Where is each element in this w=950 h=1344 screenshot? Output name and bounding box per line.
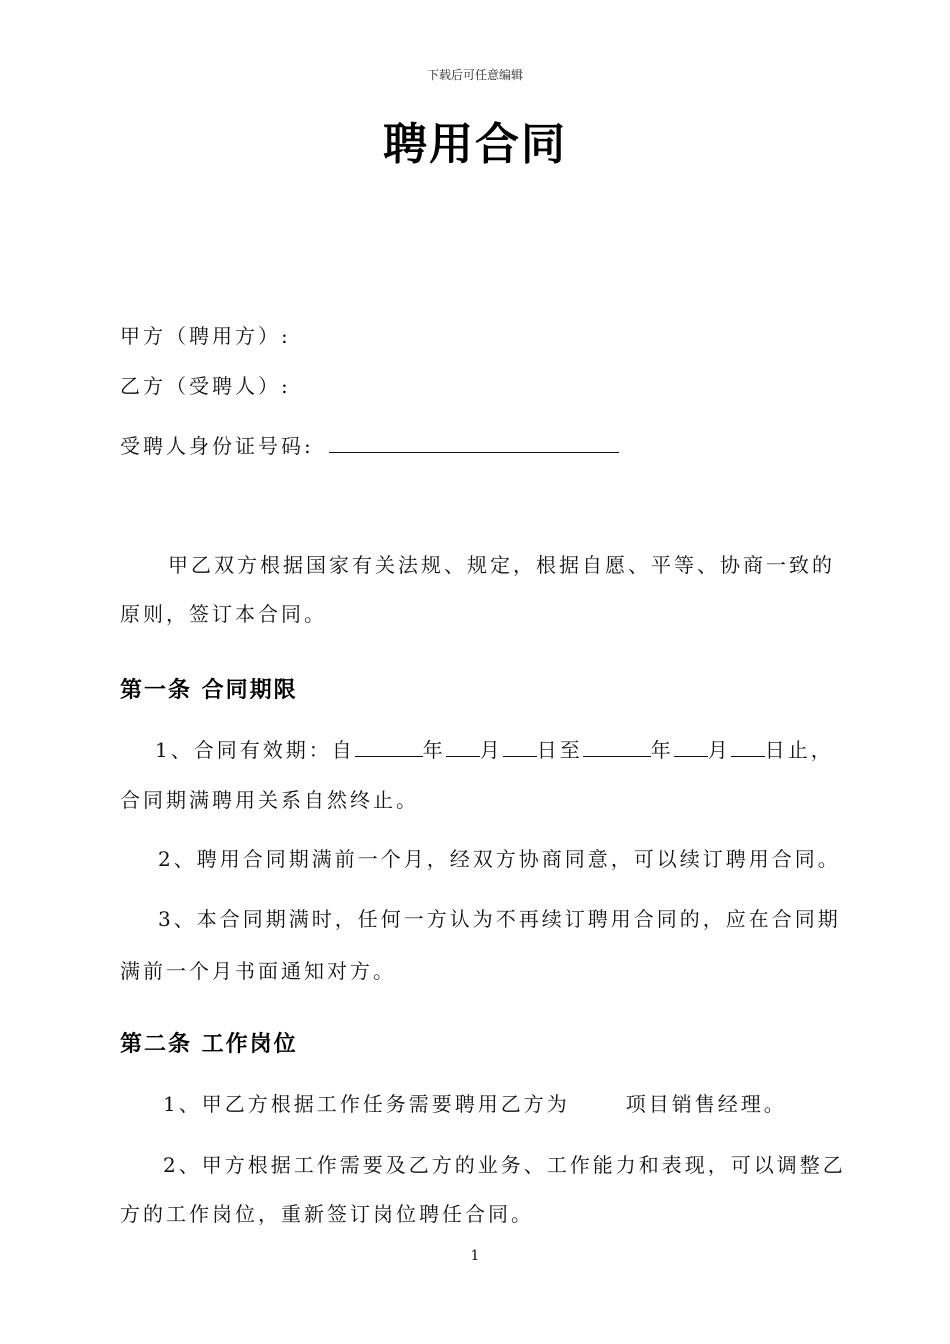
- party-a-label: 甲方（聘用方）:: [120, 324, 291, 348]
- article-1-item-2: 2、聘用合同期满前一个月，经双方协商同意，可以续订聘用合同。: [158, 847, 841, 871]
- month-label: 月: [707, 738, 731, 762]
- id-number-row: [120, 432, 619, 460]
- start-month-blank[interactable]: [446, 736, 480, 757]
- position-prefix: 1、甲乙方根据工作任务需要聘用乙方为: [163, 1092, 570, 1116]
- year-label: 年: [422, 738, 446, 762]
- id-number-label: 受聘人身份证号码:: [120, 434, 314, 458]
- article-1-item-3-line-1: 3、本合同期满时，任何一方认为不再续订聘用合同的，应在合同期: [158, 907, 841, 931]
- article-1-heading: 第一条 合同期限: [120, 678, 298, 703]
- day-end-label: 日止，: [764, 738, 834, 762]
- contract-term-prefix: 1、合同有效期：自: [155, 738, 355, 762]
- end-day-blank[interactable]: [731, 736, 765, 757]
- article-2-item-2-line-2: 方的工作岗位，重新签订岗位聘任合同。: [120, 1202, 534, 1226]
- party-b-label: 乙方（受聘人）:: [120, 374, 291, 398]
- article-1-item-1-line-1: [155, 736, 834, 764]
- id-number-blank[interactable]: [329, 432, 619, 453]
- article-2-item-1: [163, 1090, 787, 1118]
- start-day-blank[interactable]: [503, 736, 537, 757]
- position-suffix: 项目销售经理。: [625, 1092, 787, 1116]
- article-2-item-2-line-1: 2、甲方根据工作需要及乙方的业务、工作能力和表现，可以调整乙: [163, 1153, 846, 1177]
- article-1-item-1-line-2: 合同期满聘用关系自然终止。: [120, 788, 419, 812]
- intro-line-1: 甲乙双方根据国家有关法规、规定，根据自愿、平等、协商一致的: [168, 553, 835, 577]
- article-2-heading: 第二条 工作岗位: [120, 1032, 298, 1057]
- start-year-blank[interactable]: [355, 736, 423, 757]
- end-year-blank[interactable]: [583, 736, 651, 757]
- end-month-blank[interactable]: [674, 736, 708, 757]
- intro-line-2: 原则，签订本合同。: [120, 602, 327, 626]
- page-number: 1: [470, 1248, 480, 1264]
- header-note: 下载后可任意编辑: [426, 68, 523, 82]
- day-to-label: 日至: [536, 738, 583, 762]
- month-label: 月: [479, 738, 503, 762]
- document-title: 聘用合同: [383, 119, 567, 170]
- article-1-item-3-line-2: 满前一个月书面通知对方。: [120, 959, 396, 983]
- year-label: 年: [650, 738, 674, 762]
